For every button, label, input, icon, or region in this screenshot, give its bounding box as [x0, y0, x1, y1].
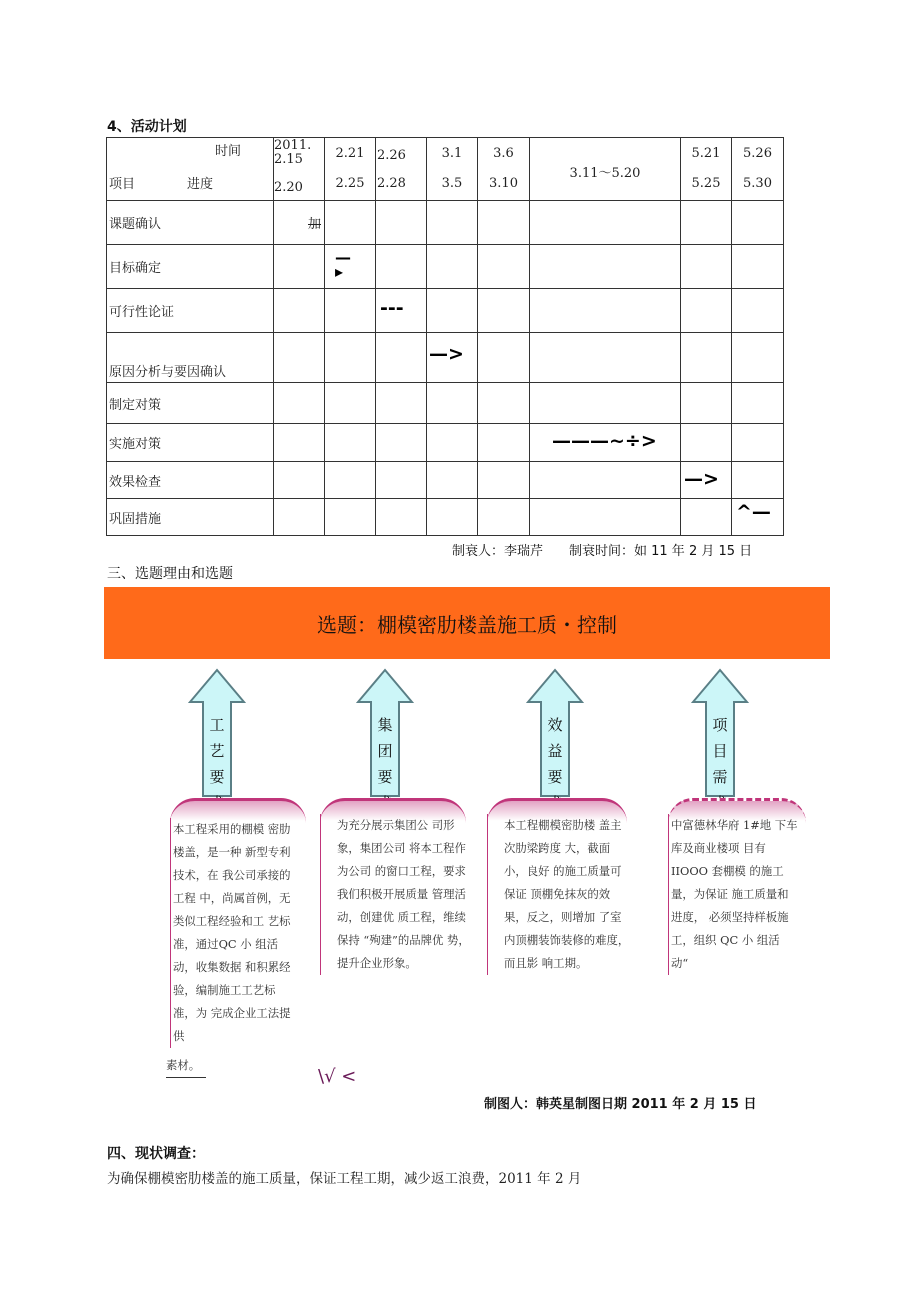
col-bottom: 3.10: [489, 176, 518, 191]
reason-text-2: 本工程棚模密肋楼 盖主次肋梁跨度 大，截面小，良好 的施工质量可保证 顶棚免抹灰的效 果，反之，则增加 了室内顶棚装饰装修的难度，而且影 响工期。: [487, 814, 630, 975]
row-label: 制定对策: [107, 383, 274, 424]
progress-mark: —>: [429, 343, 464, 365]
col-header: [325, 138, 376, 201]
row-label: 原因分析与要因确认: [107, 333, 274, 383]
cell: [325, 245, 376, 289]
cell: [376, 289, 427, 333]
arrow-char: 目: [712, 742, 728, 760]
col-header: [274, 138, 325, 201]
reason-text-0: 本工程采用的棚模 密肋楼盖，是一种 新型专利技术，在 我公司承接的工程 中，尚属首例，无 类似工程经验和工 艺标准，通过QC 小 组活动，收集数据 和积累经验，编制施工工艺标准，为 完成企业工法提供: [170, 818, 297, 1048]
arrow-char: 效: [547, 716, 563, 734]
section-4b-title: 四、现状调查：: [107, 1146, 205, 1162]
col-top: 3.1: [441, 146, 463, 161]
header-item-label: 项目: [109, 177, 136, 192]
col-bottom: 2.20: [274, 180, 303, 195]
table-row: [107, 333, 784, 383]
table-row: [107, 201, 784, 245]
col-header: [732, 138, 784, 201]
row-label: 目标确定: [107, 245, 274, 289]
progress-mark: ---: [380, 297, 404, 319]
stray-mark: \√ <: [318, 1066, 357, 1087]
col-top: 2.26: [377, 148, 406, 163]
col-header: [376, 138, 427, 201]
figure-caption: 制图人：韩英星制图日期 2011 年 2 月 15 日: [484, 1097, 757, 1112]
arrow-char: 要: [209, 768, 225, 786]
header-time-label: 时间: [215, 144, 242, 159]
arrow-char: 项: [712, 716, 728, 734]
col-header: [530, 138, 681, 201]
cell: [732, 499, 784, 536]
cell: [530, 424, 681, 462]
section-4-title: 4、活动计划: [107, 119, 187, 135]
col-bottom: 5.30: [743, 176, 772, 191]
header-corner: [107, 138, 274, 201]
topic-text: 选题：棚模密肋楼盖施工质・控制: [317, 612, 617, 637]
cell: [274, 201, 325, 245]
col-bottom: 3.5: [441, 176, 463, 191]
col-top: 3.11～5.20: [569, 166, 641, 181]
header-progress-label: 进度: [187, 177, 214, 192]
reason-text-0-tail: 素材。: [166, 1054, 206, 1078]
table-row: [107, 499, 784, 536]
arrow-char: 工: [209, 716, 225, 734]
col-top: 5.26: [743, 146, 772, 161]
col-top: 2.21: [335, 146, 365, 161]
section-3-title: 三、选题理由和选题: [107, 566, 233, 582]
col-top: 2011. 2.15: [274, 138, 312, 167]
arrow-char: 艺: [209, 742, 225, 760]
schedule-table: [106, 137, 784, 536]
col-bottom: 2.25: [335, 176, 365, 191]
row-label: 实施对策: [107, 424, 274, 462]
row-label: 可行性论证: [107, 289, 274, 333]
progress-mark: — ▸: [335, 248, 351, 281]
col-bottom: 2.28: [377, 176, 406, 191]
row-label: 巩固措施: [107, 499, 274, 536]
col-header: [478, 138, 530, 201]
cell: [427, 333, 478, 383]
table-row: [107, 245, 784, 289]
reason-text-1: 为充分展示集团公 司形象，集团公司 将本工程作为公司 的窗口工程，要求 我们积极开展质量 管理活动，创建优 质工程，维续保持 “殉建”的品牌优 势，提升企业形象。: [320, 814, 473, 975]
progress-mark: —>: [684, 468, 719, 490]
table-row: [107, 424, 784, 462]
col-bottom: 5.25: [691, 176, 721, 191]
col-header: [681, 138, 732, 201]
row-label: 课题确认: [107, 201, 274, 245]
table-caption: 制衰人：李瑞芹 制衰时间：如 11 年 2 月 15 日: [452, 544, 753, 559]
arrow-char: 益: [547, 742, 563, 760]
table-row: [107, 383, 784, 424]
col-top: 3.6: [493, 146, 514, 161]
progress-mark: ———~÷>: [552, 430, 657, 452]
body-paragraph: 为确保棚模密肋楼盖的施工质量，保证工程工期，减少返工浪费，2011 年 2 月: [107, 1171, 582, 1187]
arrow-char: 团: [377, 742, 393, 760]
table-row: [107, 289, 784, 333]
table-row: [107, 462, 784, 499]
reason-text-3: 中富德林华府 1#地 下车库及商业楼项 目有 IIOOO 套棚模 的施工量，为保证 施工质量和进度， 必须坚持样板施 工，组织 QC 小 组活 动“: [668, 814, 799, 975]
arrow-char: 集: [377, 716, 393, 734]
row-label: 效果检查: [107, 462, 274, 499]
progress-mark: ^—: [736, 501, 771, 523]
arrow-char: 要: [377, 768, 393, 786]
cell: [681, 462, 732, 499]
col-header: [427, 138, 478, 201]
col-top: 5.21: [691, 146, 721, 161]
topic-banner: [104, 587, 830, 659]
arrow-char: 要: [547, 768, 563, 786]
arrow-char: 需: [712, 768, 728, 786]
progress-mark: 加: [308, 217, 322, 232]
